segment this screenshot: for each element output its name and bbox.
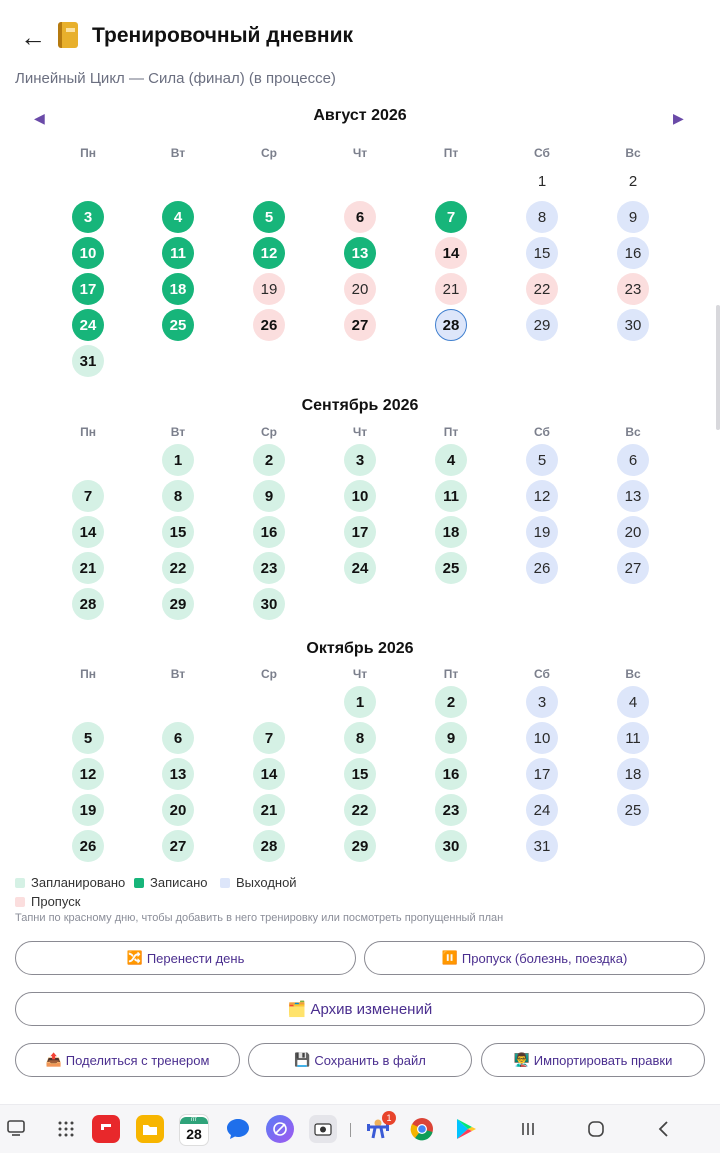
calendar-day-weekend[interactable]: 6: [617, 444, 649, 476]
archive-button[interactable]: [15, 992, 705, 1026]
calendar-day-recorded[interactable]: 5: [253, 201, 285, 233]
calendar-day-planned[interactable]: 18: [435, 516, 467, 548]
calendar-day-weekend[interactable]: 17: [526, 758, 558, 790]
weekday-header: Сб: [534, 146, 550, 160]
weekday-header: Ср: [261, 146, 277, 160]
calendar-day: 28: [186, 1125, 202, 1142]
weekday-header: Чт: [352, 146, 368, 160]
calendar-day-weekend[interactable]: 3: [526, 686, 558, 718]
recents-icon[interactable]: [516, 1117, 540, 1141]
calendar-day-planned[interactable]: 13: [162, 758, 194, 790]
calendar-day-planned[interactable]: 23: [435, 794, 467, 826]
calendar-day-planned[interactable]: 23: [253, 552, 285, 584]
program-subtitle: Линейный Цикл — Сила (финал) (в процессе): [15, 70, 336, 87]
calendar-day-plain[interactable]: 1: [537, 172, 547, 190]
legend-planned: [15, 875, 125, 890]
weekday-header: Вс: [625, 425, 641, 439]
legend-missed-label: Пропуск: [31, 894, 81, 909]
calendar-day-planned[interactable]: 19: [72, 794, 104, 826]
share-coach-label: Поделиться с тренером: [65, 1052, 210, 1068]
calendar-day-weekend[interactable]: 9: [617, 201, 649, 233]
notebook-icon: [58, 22, 78, 48]
screen-icon[interactable]: [5, 1117, 27, 1139]
share-coach-button[interactable]: [15, 1043, 240, 1077]
calendar-day-missed[interactable]: 23: [617, 273, 649, 305]
calendar-day-weekend[interactable]: 26: [526, 552, 558, 584]
month-title: Август 2026: [313, 107, 407, 124]
skip-label: Пропуск (болезнь, поездка): [461, 950, 628, 966]
archive-label: Архив изменений: [310, 1000, 433, 1018]
calendar-day-recorded[interactable]: 7: [435, 201, 467, 233]
calendar-day-planned[interactable]: 16: [253, 516, 285, 548]
calendar-day-planned[interactable]: 16: [435, 758, 467, 790]
calendar-day-missed[interactable]: 21: [435, 273, 467, 305]
weekday-header: Чт: [352, 667, 368, 681]
app-header: [0, 0, 720, 72]
move-day-label: Перенести день: [146, 950, 245, 966]
messages-icon[interactable]: [224, 1115, 252, 1143]
calendar-day-weekend[interactable]: 12: [526, 480, 558, 512]
weekday-header: Пн: [80, 146, 96, 160]
calendar-day-missed-bold[interactable]: 26: [253, 309, 285, 341]
calendar-day-planned[interactable]: 2: [435, 686, 467, 718]
calendar-day-planned[interactable]: 21: [72, 552, 104, 584]
calendar-day-planned[interactable]: 28: [253, 830, 285, 862]
weekday-header: Вс: [625, 667, 641, 681]
prev-month-icon[interactable]: ◀: [34, 110, 45, 126]
camera-icon[interactable]: [309, 1115, 337, 1143]
next-month-icon[interactable]: ▶: [673, 110, 684, 126]
calendar-day-missed[interactable]: 19: [253, 273, 285, 305]
teacher-icon: 👨‍🏫: [513, 1052, 530, 1067]
skip-button[interactable]: [364, 941, 705, 975]
calendar-day-weekend[interactable]: 31: [526, 830, 558, 862]
calendar-day-planned[interactable]: 12: [72, 758, 104, 790]
recorded-swatch: [134, 878, 144, 888]
weekday-header: Пт: [443, 667, 459, 681]
back-icon[interactable]: [652, 1117, 676, 1141]
calendar-day-weekend[interactable]: 10: [526, 722, 558, 754]
weekday-header: Ср: [261, 667, 277, 681]
calendar-day-missed-bold[interactable]: 27: [344, 309, 376, 341]
calendar-day-planned[interactable]: 22: [162, 552, 194, 584]
calendar-day-planned[interactable]: 1: [162, 444, 194, 476]
calendar-day-missed-bold[interactable]: 6: [344, 201, 376, 233]
shuffle-icon: 🔀: [126, 950, 143, 965]
weekday-header: Ср: [261, 425, 277, 439]
calendar-day-weekend[interactable]: 19: [526, 516, 558, 548]
calendar-day-planned[interactable]: 6: [162, 722, 194, 754]
legend-weekend-label: Выходной: [236, 875, 297, 890]
calendar-day-recorded[interactable]: 25: [162, 309, 194, 341]
legend-recorded-label: Записано: [150, 875, 208, 890]
calendar-day-planned[interactable]: 28: [72, 588, 104, 620]
weekend-swatch: [220, 878, 230, 888]
play-store-icon[interactable]: [452, 1115, 480, 1143]
calendar-day-weekend[interactable]: 24: [526, 794, 558, 826]
calendar-day-planned[interactable]: 4: [435, 444, 467, 476]
legend-recorded: [134, 875, 208, 890]
weekday-header: Вт: [170, 146, 186, 160]
weekday-header: Вт: [170, 667, 186, 681]
calendar-day-planned[interactable]: 29: [162, 588, 194, 620]
taskbar-divider: [350, 1123, 351, 1137]
calendar-day-weekend[interactable]: 15: [526, 237, 558, 269]
calendar-weekday: пт: [180, 1117, 208, 1124]
calendar-day-planned[interactable]: 15: [344, 758, 376, 790]
calendar-day-weekend[interactable]: 4: [617, 686, 649, 718]
calendar-day-planned[interactable]: 9: [253, 480, 285, 512]
files-icon[interactable]: [136, 1115, 164, 1143]
calendar-day-planned[interactable]: 3: [344, 444, 376, 476]
home-icon[interactable]: [584, 1117, 608, 1141]
chrome-icon[interactable]: [408, 1115, 436, 1143]
browser-icon[interactable]: [266, 1115, 294, 1143]
calendar-day-planned[interactable]: 24: [344, 552, 376, 584]
calendar-day-planned[interactable]: 27: [162, 830, 194, 862]
calendar-day-recorded[interactable]: 13: [344, 237, 376, 269]
calendar-day-planned[interactable]: 14: [253, 758, 285, 790]
floppy-icon: 💾: [294, 1052, 311, 1067]
save-file-label: Сохранить в файл: [314, 1052, 426, 1068]
weekday-header: Пт: [443, 146, 459, 160]
calendar-day-weekend[interactable]: 20: [617, 516, 649, 548]
calendar-day-planned[interactable]: 9: [435, 722, 467, 754]
weekday-header: Пт: [443, 425, 459, 439]
pause-icon: ⏸️: [441, 950, 458, 965]
calendar-icon[interactable]: [179, 1114, 209, 1146]
calendar-day-weekend[interactable]: 29: [526, 309, 558, 341]
calendar-day-planned[interactable]: 25: [435, 552, 467, 584]
month-title: Октябрь 2026: [306, 640, 414, 657]
planned-swatch: [15, 878, 25, 888]
calendar-day-planned[interactable]: 7: [253, 722, 285, 754]
missed-swatch: [15, 897, 25, 907]
notification-badge: 1: [382, 1111, 396, 1125]
back-arrow-icon[interactable]: ←: [20, 22, 46, 52]
calendar-day-planned[interactable]: 15: [162, 516, 194, 548]
calendar-day-recorded[interactable]: 18: [162, 273, 194, 305]
calendar-day-weekend[interactable]: 11: [617, 722, 649, 754]
calendar-day-planned[interactable]: 8: [162, 480, 194, 512]
calendar-day-planned[interactable]: 21: [253, 794, 285, 826]
calendar-day-weekend[interactable]: 5: [526, 444, 558, 476]
calendar-day-planned[interactable]: 30: [253, 588, 285, 620]
calendar-day-weekend[interactable]: 27: [617, 552, 649, 584]
flipboard-icon[interactable]: [92, 1115, 120, 1143]
calendar-day-recorded[interactable]: 17: [72, 273, 104, 305]
weekday-header: Сб: [534, 425, 550, 439]
calendar-day-recorded[interactable]: 12: [253, 237, 285, 269]
weekday-header: Чт: [352, 425, 368, 439]
calendar-day-recorded[interactable]: 11: [162, 237, 194, 269]
calendar-day-weekend[interactable]: 16: [617, 237, 649, 269]
calendar-day-plain[interactable]: 2: [628, 172, 638, 190]
scroll-indicator[interactable]: [716, 305, 720, 430]
import-edits-button[interactable]: [481, 1043, 705, 1077]
move-day-button[interactable]: [15, 941, 356, 975]
legend-planned-label: Запланировано: [31, 875, 126, 890]
calendar-day-planned[interactable]: 11: [435, 480, 467, 512]
calendar-day-weekend[interactable]: 30: [617, 309, 649, 341]
calendar-day-planned[interactable]: 20: [162, 794, 194, 826]
calendar-day-planned[interactable]: 2: [253, 444, 285, 476]
calendar-day-planned[interactable]: 1: [344, 686, 376, 718]
outbox-icon: 📤: [45, 1052, 62, 1067]
calendar-day-planned[interactable]: 29: [344, 830, 376, 862]
calendar-day-planned[interactable]: 30: [435, 830, 467, 862]
legend-missed: [15, 894, 80, 909]
calendar-day-today[interactable]: 28: [435, 309, 467, 341]
hint-text: Тапни по красному дню, чтобы добавить в него тренировку или посмотреть пропущенный план: [15, 912, 504, 924]
apps-grid-icon[interactable]: [54, 1117, 78, 1141]
calendar-day-missed[interactable]: 22: [526, 273, 558, 305]
calendar-day-missed-bold[interactable]: 14: [435, 237, 467, 269]
calendar-day-weekend[interactable]: 8: [526, 201, 558, 233]
calendar-day-planned[interactable]: 31: [72, 345, 104, 377]
system-taskbar: [0, 1104, 720, 1153]
save-file-button[interactable]: [248, 1043, 472, 1077]
weekday-header: Пн: [80, 667, 96, 681]
page-title: Тренировочный дневник: [92, 24, 353, 47]
calendar-day-planned[interactable]: 10: [344, 480, 376, 512]
legend-weekend: [220, 875, 297, 890]
calendar-day-planned[interactable]: 26: [72, 830, 104, 862]
calendar-day-planned[interactable]: 7: [72, 480, 104, 512]
month-title: Сентябрь 2026: [301, 397, 419, 414]
weekday-header: Вс: [625, 146, 641, 160]
weekday-header: Пн: [80, 425, 96, 439]
calendar-day-planned[interactable]: 5: [72, 722, 104, 754]
weekday-header: Вт: [170, 425, 186, 439]
import-edits-label: Импортировать правки: [533, 1052, 673, 1068]
calendar-day-weekend[interactable]: 25: [617, 794, 649, 826]
calendar-day-recorded[interactable]: 10: [72, 237, 104, 269]
calendar-day-recorded[interactable]: 24: [72, 309, 104, 341]
calendar-day-recorded[interactable]: 3: [72, 201, 104, 233]
calendar-day-weekend[interactable]: 13: [617, 480, 649, 512]
calendar-day-recorded[interactable]: 4: [162, 201, 194, 233]
calendar-day-planned[interactable]: 8: [344, 722, 376, 754]
calendar-day-planned[interactable]: 22: [344, 794, 376, 826]
weekday-header: Сб: [534, 667, 550, 681]
calendar-day-missed[interactable]: 20: [344, 273, 376, 305]
calendar-day-weekend[interactable]: 18: [617, 758, 649, 790]
folder-icon: 🗂️: [287, 1001, 307, 1018]
calendar-day-planned[interactable]: 17: [344, 516, 376, 548]
calendar-day-planned[interactable]: 14: [72, 516, 104, 548]
